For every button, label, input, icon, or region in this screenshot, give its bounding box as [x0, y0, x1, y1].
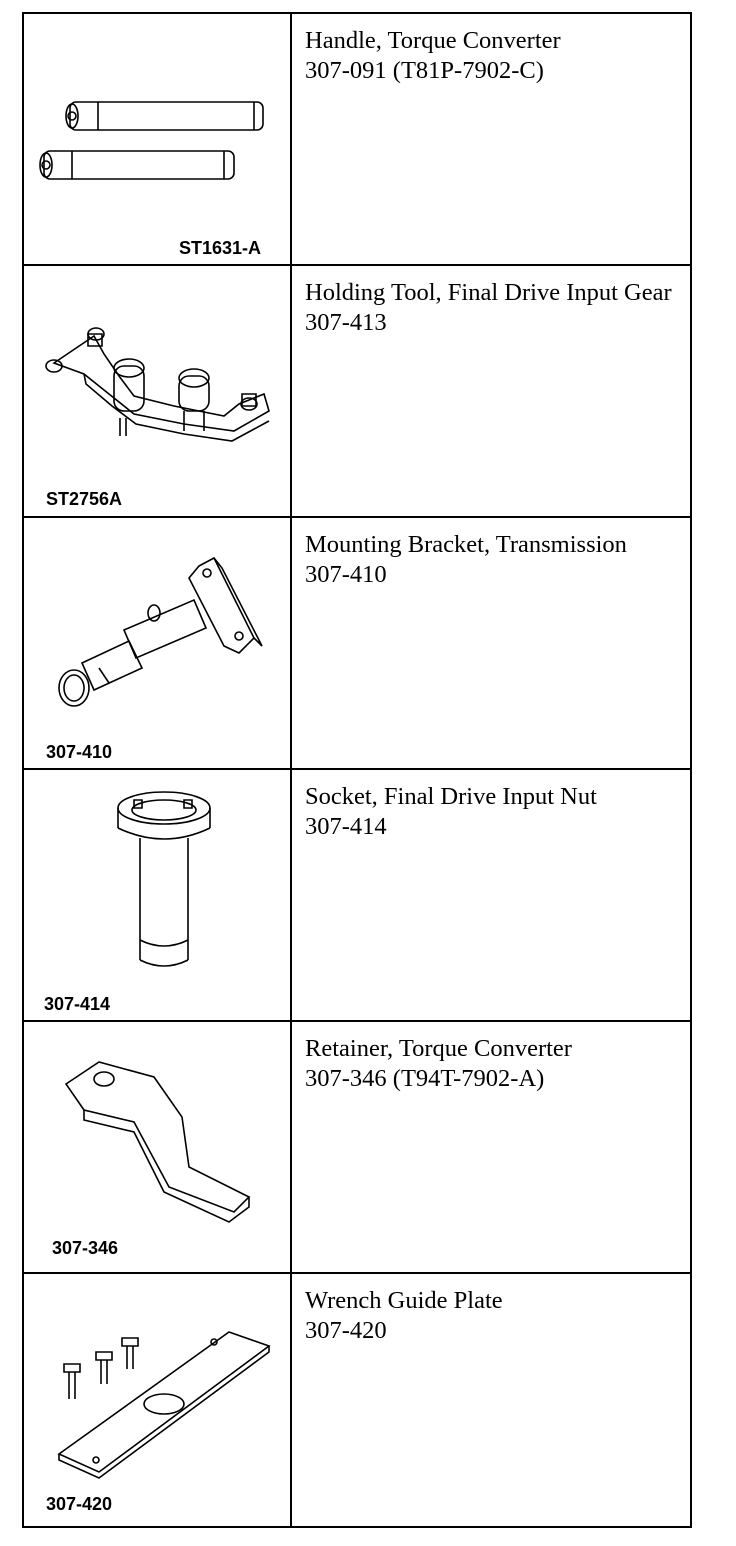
holding-tool-icon: [24, 266, 290, 516]
figure-code: ST1631-A: [179, 238, 262, 258]
tool-row: [24, 14, 690, 266]
tool-row: [24, 770, 690, 1022]
tool-part-number: 307-420: [305, 1317, 387, 1344]
tool-part-number: 307-414: [305, 813, 387, 840]
tool-illustration-cell: [24, 1022, 292, 1272]
tool-name: Mounting Bracket, Transmission: [305, 531, 627, 558]
tool-part-number: 307-346 (T94T-7902-A): [305, 1065, 545, 1092]
figure-code: 307-414: [44, 994, 111, 1014]
retainer-icon: [24, 1022, 290, 1272]
tool-name: Handle, Torque Converter: [305, 27, 561, 54]
socket-icon: [24, 770, 290, 1020]
tool-part-number: 307-413: [305, 309, 387, 336]
figure-code: 307-410: [46, 742, 113, 762]
tool-description-cell: [292, 518, 690, 768]
tool-description-cell: [292, 1274, 690, 1526]
tool-part-number: 307-091 (T81P-7902-C): [305, 57, 544, 84]
tool-illustration-cell: [24, 14, 292, 264]
tool-description-cell: [292, 770, 690, 1020]
torque-converter-handle-icon: [24, 14, 290, 264]
tool-name: Retainer, Torque Converter: [305, 1035, 572, 1062]
tool-name: Holding Tool, Final Drive Input Gear: [305, 279, 672, 306]
tool-row: [24, 518, 690, 770]
tool-description-cell: [292, 1022, 690, 1272]
tool-illustration-cell: [24, 1274, 292, 1526]
tool-row: [24, 1274, 690, 1526]
tool-name: Wrench Guide Plate: [305, 1287, 503, 1314]
tool-illustration-cell: [24, 266, 292, 516]
tool-name: Socket, Final Drive Input Nut: [305, 783, 597, 810]
tool-illustration-cell: [24, 770, 292, 1020]
figure-code: 307-346: [52, 1238, 119, 1258]
figure-code: 307-420: [46, 1494, 113, 1514]
guide-plate-icon: [24, 1274, 290, 1524]
tool-row: [24, 1022, 690, 1274]
tool-illustration-cell: [24, 518, 292, 768]
tool-part-number: 307-410: [305, 561, 387, 588]
mounting-bracket-icon: [24, 518, 290, 768]
figure-code: ST2756A: [46, 489, 123, 509]
tool-row: [24, 266, 690, 518]
special-tools-table: [22, 12, 692, 1528]
tool-description-cell: [292, 266, 690, 516]
tool-description-cell: [292, 14, 690, 264]
